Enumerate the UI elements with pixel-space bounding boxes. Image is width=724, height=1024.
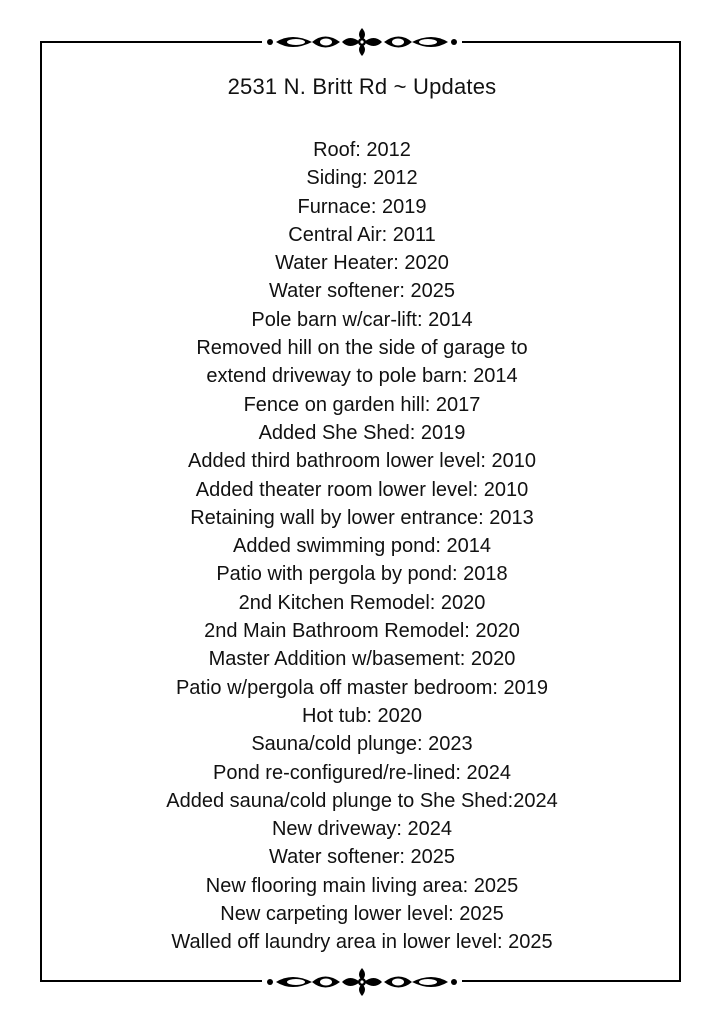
list-item: Retaining wall by lower entrance: 2013 <box>190 506 534 529</box>
list-item: New flooring main living area: 2025 <box>205 874 519 897</box>
list-item: Patio w/pergola off master bedroom: 2019 <box>175 676 549 699</box>
list-item: Water softener: 2025 <box>268 280 456 303</box>
list-item: Water softener: 2025 <box>268 846 456 869</box>
list-item: Added third bathroom lower level: 2010 <box>188 450 536 473</box>
list-item: Fence on garden hill: 2017 <box>243 393 481 416</box>
list-item: 2nd Kitchen Remodel: 2020 <box>238 591 486 614</box>
page-title: 2531 N. Britt Rd ~ Updates <box>227 74 497 99</box>
list-item: Siding: 2012 <box>306 167 418 190</box>
list-item: Master Addition w/basement: 2020 <box>208 648 516 671</box>
list-item: Patio with pergola by pond: 2018 <box>216 563 508 586</box>
list-item: Removed hill on the side of garage to <box>196 337 528 360</box>
list-item: Furnace: 2019 <box>297 195 427 218</box>
list-item: Added She Shed: 2019 <box>258 421 466 444</box>
list-item: Walled off laundry area in lower level: 2025 <box>171 931 553 954</box>
list-item: Pole barn w/car-lift: 2014 <box>251 308 473 331</box>
list-item: Water Heater: 2020 <box>275 252 449 275</box>
list-item: Hot tub: 2020 <box>301 704 423 727</box>
list-item: Central Air: 2011 <box>288 223 436 246</box>
list-item: Pond re-configured/re-lined: 2024 <box>213 761 511 784</box>
list-item: Sauna/cold plunge: 2023 <box>251 733 473 756</box>
list-item: Added theater room lower level: 2010 <box>195 478 529 501</box>
list-item: 2nd Main Bathroom Remodel: 2020 <box>204 620 520 643</box>
list-item: Added swimming pond: 2014 <box>233 535 491 558</box>
updates-list <box>0 136 724 957</box>
list-item: New driveway: 2024 <box>271 818 453 841</box>
list-item: extend driveway to pole barn: 2014 <box>206 365 518 388</box>
top-ornament-icon <box>262 27 462 57</box>
bottom-ornament-icon <box>262 967 462 997</box>
list-item: Roof: 2012 <box>313 139 411 161</box>
list-item: New carpeting lower level: 2025 <box>220 903 504 926</box>
list-item: Added sauna/cold plunge to She Shed:2024 <box>166 789 558 812</box>
